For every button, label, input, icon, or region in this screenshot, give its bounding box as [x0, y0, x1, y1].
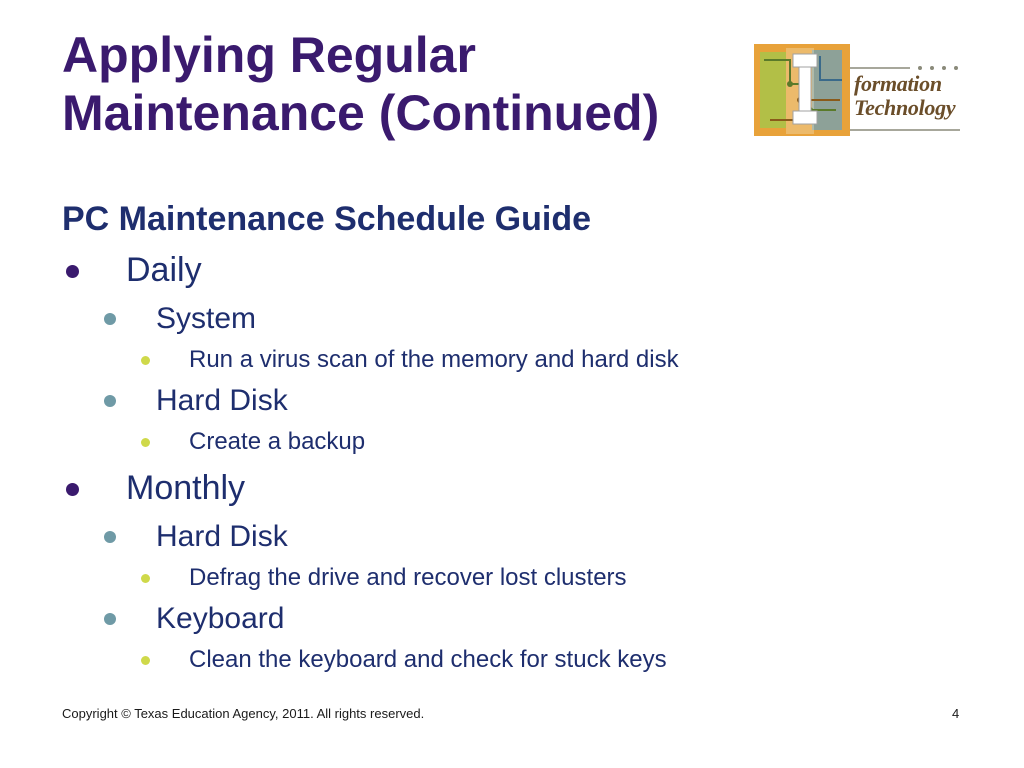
- bullet-icon: [66, 265, 79, 278]
- slide-title-line-1: Applying Regular: [62, 27, 476, 83]
- logo-word-information: formation: [854, 71, 942, 96]
- bullet-icon: [141, 438, 150, 447]
- bullet-icon: [141, 574, 150, 583]
- list-item-label: Create a backup: [189, 428, 366, 455]
- logo-word-technology: Technology: [854, 95, 956, 120]
- list-item-label: Clean the keyboard and check for stuck keys: [189, 646, 667, 673]
- list-item-monthly-keyboard: [156, 601, 284, 637]
- slide-title: [62, 26, 742, 142]
- list-item-monthly-hard-disk: [156, 519, 288, 555]
- list-item-daily-hard-disk-task: [189, 427, 365, 457]
- list-item-label: System: [156, 302, 257, 335]
- list-item-label: Daily: [126, 251, 202, 289]
- list-item-monthly: [126, 468, 245, 508]
- list-item-label: Keyboard: [156, 602, 285, 635]
- list-item-label: Hard Disk: [156, 520, 288, 553]
- bullet-icon: [104, 531, 116, 543]
- list-item-daily-system: [156, 301, 256, 337]
- bullet-icon: [104, 313, 116, 325]
- footer-copyright: Copyright © Texas Education Agency, 2011. All rights reserved.: [62, 706, 425, 721]
- list-item-label: Run a virus scan of the memory and hard disk: [189, 346, 679, 373]
- list-item-label: Hard Disk: [156, 384, 288, 417]
- bullet-icon: [104, 613, 116, 625]
- bullet-icon: [66, 483, 79, 496]
- list-item-monthly-keyboard-task: [189, 645, 667, 675]
- list-item-label: Monthly: [126, 469, 246, 507]
- bullet-icon: [141, 356, 150, 365]
- list-item-daily: [126, 250, 202, 290]
- slide-title-line-2: Maintenance (Continued): [62, 85, 660, 141]
- section-heading: PC Maintenance Schedule Guide: [62, 200, 592, 238]
- bullet-icon: [104, 395, 116, 407]
- list-item-monthly-hard-disk-task: [189, 563, 627, 593]
- list-item-label: Defrag the drive and recover lost clusters: [189, 564, 627, 591]
- list-item-daily-system-task: [189, 345, 679, 375]
- list-item-daily-hard-disk: [156, 383, 288, 419]
- information-technology-logo: [750, 40, 968, 140]
- page-number: 4: [952, 706, 960, 721]
- bullet-icon: [141, 656, 150, 665]
